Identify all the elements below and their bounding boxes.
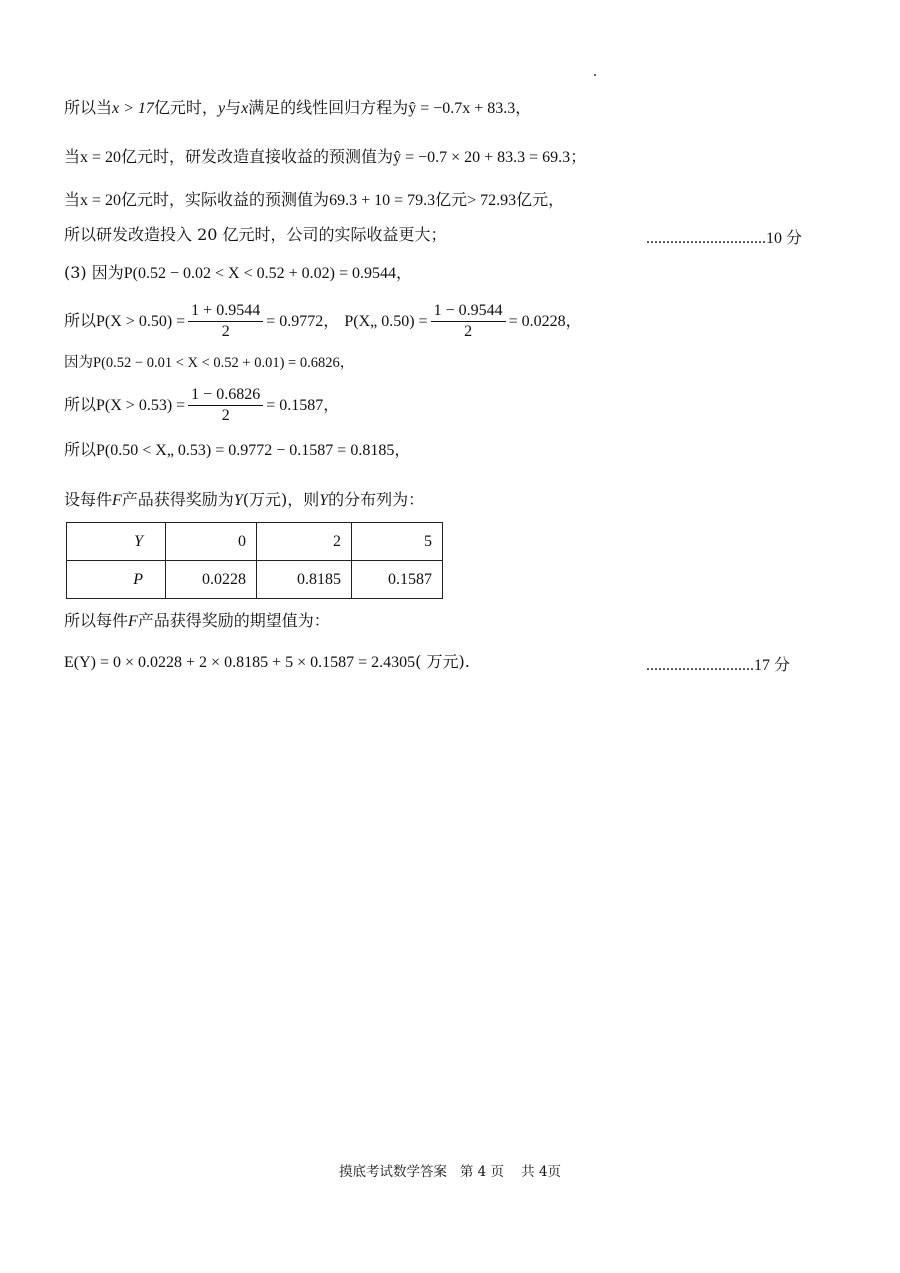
line-regression-equation: 所以当x > 17亿元时，y与x满足的线性回归方程为ŷ = −0.7x + 83.3，: [64, 98, 532, 117]
stray-dot: [594, 74, 596, 76]
table-row: [67, 523, 443, 561]
fraction: $\frac{1 - 0.6826}{2}$: [188, 385, 263, 426]
line-prob-050: 所以P(X > 0.50) = $\frac{1 + 0.9544}{2}$ = 0.9772， P(X„ 0.50) = $\frac{1 - 0.9544}{2}$ = 0.0228，: [64, 302, 582, 340]
line-distribution-intro: 设每件F产品获得奖励为Y(万元)，则Y的分布列为：: [64, 490, 425, 509]
table-cell: 5: [352, 523, 443, 561]
table-cell: 0: [166, 523, 257, 561]
table-cell: Y: [67, 523, 166, 561]
score-17: ...........................17 分: [646, 657, 791, 674]
line-conclusion-part2: 所以研发改造投入 20 亿元时，公司的实际收益更大；: [64, 225, 447, 244]
table-row: [67, 561, 443, 599]
fraction: $\frac{1 - 0.9544}{2}$: [431, 301, 506, 342]
table-cell: 0.8185: [257, 561, 352, 599]
table-cell: 2: [257, 523, 352, 561]
line-part3-given: (3) 因为P(0.52 − 0.02 < X < 0.52 + 0.02) = 0.9544，: [64, 263, 413, 282]
table-cell: P: [67, 561, 166, 599]
line-expectation-formula: E(Y) = 0 × 0.0228 + 2 × 0.8185 + 5 × 0.1587 = 2.4305( 万元).: [64, 652, 470, 671]
line-actual-prediction: 当x = 20亿元时，实际收益的预测值为69.3 + 10 = 79.3亿元> 72.93亿元，: [64, 190, 565, 209]
line-given-6826: 因为P(0.52 − 0.01 < X < 0.52 + 0.01) = 0.6826，: [64, 355, 355, 371]
page-footer: 摸底考试数学答案 第 4 页 共 4页: [338, 1164, 562, 1180]
line-prob-053: 所以P(X > 0.53) = $\frac{1 - 0.6826}{2}$ = 0.1587，: [64, 386, 340, 424]
line-expectation-intro: 所以每件F产品获得奖励的期望值为：: [64, 611, 330, 630]
distribution-table: [66, 522, 443, 599]
line-direct-prediction: 当x = 20亿元时，研发改造直接收益的预测值为ŷ = −0.7 × 20 + 83.3 = 69.3；: [64, 147, 587, 166]
table-cell: 0.0228: [166, 561, 257, 599]
score-10: ..............................10 分: [646, 230, 803, 247]
table-cell: 0.1587: [352, 561, 443, 599]
line-prob-between: 所以P(0.50 < X„ 0.53) = 0.9772 − 0.1587 = 0.8185，: [64, 440, 411, 459]
fraction: $\frac{1 + 0.9544}{2}$: [188, 301, 263, 342]
